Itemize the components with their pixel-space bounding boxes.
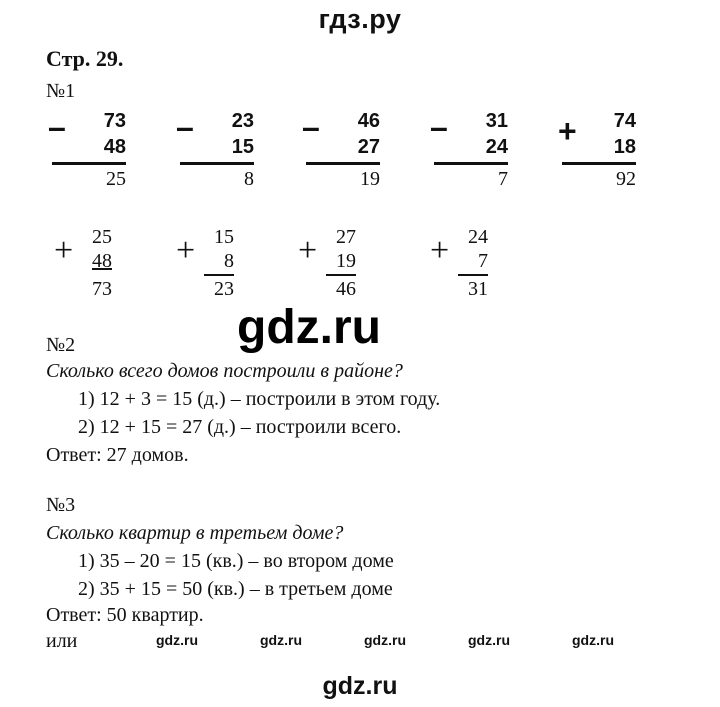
column-example bbox=[430, 110, 530, 190]
watermark-small: gdz.ru bbox=[156, 632, 198, 648]
bottom-number: 18 bbox=[613, 136, 636, 158]
top-number: 23 bbox=[231, 110, 254, 132]
operation-sign: – bbox=[430, 109, 448, 145]
site-footer: gdz.ru bbox=[322, 672, 398, 700]
top-number: 74 bbox=[613, 110, 636, 132]
operation-sign: + bbox=[430, 232, 450, 269]
task3-step-2: 2) 35 + 15 = 50 (кв.) – в третьем доме bbox=[78, 578, 393, 600]
task2-question: Сколько всего домов построили в районе? bbox=[46, 360, 403, 382]
operation-sign: + bbox=[298, 232, 318, 269]
result-number: 46 bbox=[336, 278, 356, 300]
task1-label: №1 bbox=[46, 80, 76, 102]
result-line bbox=[204, 274, 234, 276]
bottom-number: 27 bbox=[357, 136, 380, 158]
result-line bbox=[180, 162, 254, 165]
task3-or: или bbox=[46, 630, 78, 652]
page-title: Стр. 29. bbox=[46, 46, 124, 71]
operation-sign: – bbox=[176, 109, 194, 145]
watermark-small: gdz.ru bbox=[260, 632, 302, 648]
result-line bbox=[52, 162, 126, 165]
operation-sign: + bbox=[558, 113, 577, 149]
result-number: 23 bbox=[214, 278, 234, 300]
top-number: 46 bbox=[357, 110, 380, 132]
task3-label: №3 bbox=[46, 494, 76, 516]
column-example bbox=[430, 226, 520, 306]
result-number: 92 bbox=[616, 168, 636, 190]
task3-question: Сколько квартир в третьем доме? bbox=[46, 522, 344, 544]
watermark-small: gdz.ru bbox=[572, 632, 614, 648]
task2-step-1: 1) 12 + 3 = 15 (д.) – построили в этом году. bbox=[78, 388, 441, 410]
task2-answer: Ответ: 27 домов. bbox=[46, 444, 189, 466]
top-number: 15 bbox=[214, 226, 234, 248]
column-example bbox=[302, 110, 402, 190]
column-example bbox=[176, 110, 276, 190]
column-example bbox=[298, 226, 388, 306]
column-example bbox=[558, 110, 658, 190]
operation-sign: + bbox=[176, 232, 196, 269]
top-number: 27 bbox=[336, 226, 356, 248]
result-number: 73 bbox=[92, 278, 112, 300]
result-number: 19 bbox=[360, 168, 380, 190]
top-number: 25 bbox=[92, 226, 112, 248]
result-line bbox=[306, 162, 380, 165]
watermark-small: gdz.ru bbox=[364, 632, 406, 648]
column-example bbox=[176, 226, 266, 306]
top-number: 73 bbox=[103, 110, 126, 132]
top-number: 31 bbox=[485, 110, 508, 132]
result-line bbox=[562, 162, 636, 165]
column-example bbox=[54, 226, 144, 306]
task2-step-2: 2) 12 + 15 = 27 (д.) – построили всего. bbox=[78, 416, 402, 438]
result-line bbox=[326, 274, 356, 276]
top-number: 24 bbox=[468, 226, 488, 248]
task3-step-1: 1) 35 – 20 = 15 (кв.) – во втором доме bbox=[78, 550, 394, 572]
watermark-small: gdz.ru bbox=[468, 632, 510, 648]
result-number: 25 bbox=[106, 168, 126, 190]
operation-sign: + bbox=[54, 232, 74, 269]
watermark-center: gdz.ru bbox=[237, 301, 381, 354]
task2-label: №2 bbox=[46, 334, 76, 356]
operation-sign: – bbox=[302, 109, 320, 145]
operation-sign: – bbox=[48, 109, 66, 145]
bottom-number: 15 bbox=[231, 136, 254, 158]
bottom-number: 48 bbox=[103, 136, 126, 158]
bottom-number: 24 bbox=[485, 136, 508, 158]
result-number: 31 bbox=[468, 278, 488, 300]
bottom-number: 19 bbox=[336, 250, 356, 272]
bottom-number: 8 bbox=[224, 250, 234, 272]
result-number: 7 bbox=[498, 168, 508, 190]
column-example bbox=[48, 110, 148, 190]
result-line bbox=[458, 274, 488, 276]
bottom-number: 48 bbox=[92, 250, 112, 272]
site-header: гдз.ру bbox=[318, 4, 402, 34]
task3-answer: Ответ: 50 квартир. bbox=[46, 604, 204, 626]
result-line bbox=[434, 162, 508, 165]
result-number: 8 bbox=[244, 168, 254, 190]
bottom-number: 7 bbox=[478, 250, 488, 272]
